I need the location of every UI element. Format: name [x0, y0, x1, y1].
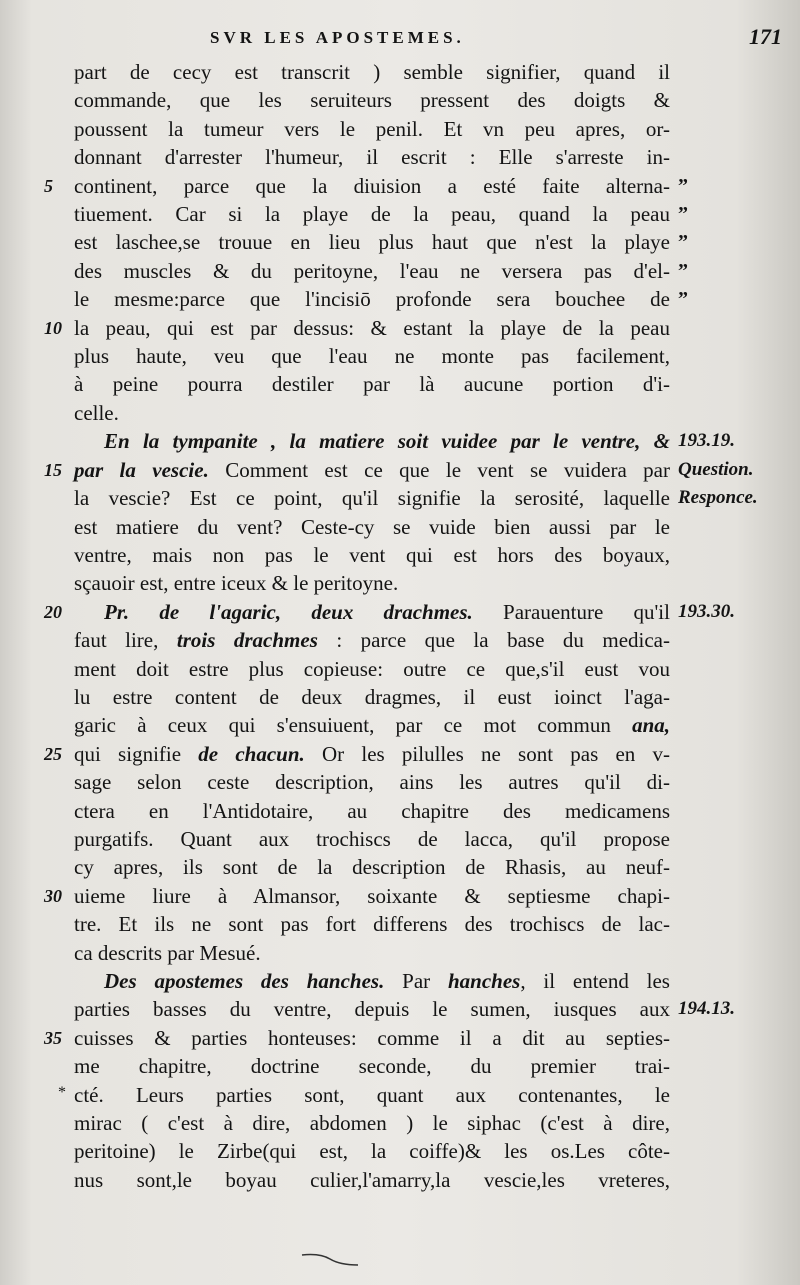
- text-line: [74, 58, 670, 86]
- text-segment: ctera en l'Antidotaire, au chapitre des medicamens: [74, 798, 670, 823]
- text-line: [74, 1137, 670, 1165]
- line-number: 35: [44, 1027, 62, 1048]
- text-segment: uieme liure à Almansor, soixante & septiesme chapi-: [74, 883, 670, 908]
- quotation-mark: ”: [678, 288, 689, 311]
- text-segment: ment doit estre plus copieuse: outre ce que,s'il eust vou: [74, 656, 670, 681]
- text-line: [74, 257, 689, 285]
- text-line: [74, 825, 670, 853]
- text-segment: ca descrits par Mesué.: [74, 940, 261, 965]
- text-line: [44, 314, 670, 342]
- quotation-mark: ”: [678, 174, 689, 197]
- margin-note: 193.30.: [678, 600, 735, 622]
- text-line: [74, 484, 758, 512]
- text-line: [74, 910, 670, 938]
- text-segment: qui signifie: [74, 741, 199, 766]
- quotation-mark: ”: [678, 259, 689, 282]
- text-line: [74, 285, 689, 313]
- italic-text: de chacun.: [198, 741, 305, 766]
- text-segment: cuisses & parties honteuses: comme il a dit au septies-: [74, 1025, 670, 1050]
- text-line: [74, 1109, 670, 1137]
- margin-note: Responce.: [678, 487, 758, 509]
- text-line: [74, 228, 689, 256]
- text-line: [74, 513, 670, 541]
- text-line: [74, 683, 670, 711]
- quotation-mark: ”: [678, 203, 689, 226]
- text-line: [44, 598, 735, 626]
- text-segment: commande, que les seruiteurs pressent des doigts &: [74, 88, 670, 113]
- text-segment: cy apres, ils sont de la description de Rhasis, au neuf-: [74, 855, 670, 880]
- italic-text: ana,: [632, 713, 670, 738]
- text-segment: sçauoir est, entre iceux & le peritoyne.: [74, 571, 399, 596]
- text-segment: mirac ( c'est à dire, abdomen ) le siphac (c'est à dire,: [74, 1111, 670, 1136]
- text-segment: part de cecy est transcrit ) semble signifier, quand il: [74, 60, 670, 84]
- text-line: [74, 86, 670, 114]
- text-segment: plus haute, veu que l'eau ne monte pas facilement,: [74, 344, 670, 369]
- text-line: [74, 711, 670, 739]
- text-segment: ventre, mais non pas le vent qui est hors des boyaux,: [74, 542, 670, 567]
- asterisk-mark: *: [58, 1083, 66, 1101]
- text-segment: est laschee,se trouue en lieu plus haut que n'est la playe: [74, 230, 670, 255]
- text-line: [44, 172, 689, 200]
- text-line: [74, 399, 670, 427]
- text-segment: continent, parce que la diuision a esté faite alterna-: [74, 173, 670, 198]
- line-number: 10: [44, 317, 62, 338]
- margin-note: 193.19.: [678, 430, 735, 452]
- line-number: 20: [44, 601, 62, 622]
- italic-text: hanches: [447, 969, 521, 993]
- text-segment: purgatifs. Quant aux trochiscs de lacca, qu'il propose: [74, 826, 670, 851]
- text-segment: poussent la tumeur vers le penil. Et vn peu apres, or-: [74, 116, 670, 141]
- text-line: [74, 427, 735, 455]
- text-segment: Parauenture qu'il: [472, 599, 670, 624]
- text-segment: , il entend les: [520, 969, 670, 993]
- italic-text: En la tympanite , la matiere soit vuidee par le ventre, &: [104, 429, 670, 454]
- text-line: [74, 370, 670, 398]
- text-segment: cté. Leurs parties sont, quant aux contenantes, le: [74, 1082, 670, 1107]
- text-line: [74, 768, 670, 796]
- text-segment: la peau, qui est par dessus: & estant la playe de la peau: [74, 315, 670, 340]
- text-segment: faut lire,: [74, 628, 177, 653]
- line-number: 5: [44, 175, 53, 196]
- text-segment: la vescie? Est ce point, qu'il signifie la serosité, laquelle: [74, 486, 670, 511]
- body-text: [44, 58, 758, 1194]
- line-number: 25: [44, 743, 62, 764]
- text-line: [74, 626, 670, 654]
- text-segment: Comment est ce que le vent se vuidera par: [208, 457, 671, 482]
- italic-text: Des apostemes des hanches.: [104, 969, 385, 993]
- text-line: [44, 1024, 670, 1052]
- text-segment: parties basses du ventre, depuis le sumen, iusques aux: [74, 997, 670, 1022]
- text-segment: : parce que la base du medica-: [317, 628, 670, 653]
- text-segment: lu estre content de deux dragmes, il eust ioinct l'aga-: [74, 684, 670, 709]
- text-segment: sage selon ceste description, ains les autres qu'il di-: [74, 770, 670, 795]
- text-segment: tiuement. Car si la playe de la peau, quand la peau: [74, 202, 670, 227]
- running-title: SVR LES APOSTEMES.: [210, 28, 465, 47]
- italic-text: par la vescie.: [74, 457, 209, 482]
- text-line: [74, 797, 670, 825]
- text-line: [74, 541, 670, 569]
- text-line: [74, 1166, 670, 1194]
- text-segment: est matiere du vent? Ceste-cy se vuide bien aussi par le: [74, 514, 670, 539]
- text-line: [74, 853, 670, 881]
- italic-text: Pr. de l'agaric, deux drachmes.: [104, 599, 473, 624]
- text-line: [74, 995, 735, 1023]
- text-segment: tre. Et ils ne sont pas fort differens des trochiscs de lac-: [74, 912, 670, 937]
- page-header: [210, 22, 782, 52]
- text-segment: le mesme:parce que l'incisiō profonde sera bouchee de: [74, 287, 670, 312]
- text-line: [74, 655, 670, 683]
- text-line: [44, 882, 670, 910]
- text-segment: Or les pilulles ne sont pas en v-: [304, 741, 671, 766]
- text-line: [74, 1052, 670, 1080]
- text-segment: nus sont,le boyau culier,l'amarry,la vescie,les vreteres,: [74, 1167, 670, 1192]
- text-segment: à peine pourra destiler par là aucune portion d'i-: [74, 372, 670, 397]
- text-line: [74, 200, 689, 228]
- margin-note: 194.13.: [678, 998, 735, 1020]
- text-line: [74, 939, 670, 967]
- text-segment: garic à ceux qui s'ensuiuent, par ce mot commun: [74, 713, 633, 738]
- text-line: [74, 115, 670, 143]
- quotation-mark: ”: [678, 231, 689, 254]
- page-number: 171: [749, 24, 782, 49]
- text-segment: peritoine) le Zirbe(qui est, la coiffe)& les os.Les côte-: [74, 1139, 670, 1164]
- text-segment: me chapitre, doctrine seconde, du premier trai-: [74, 1054, 670, 1079]
- text-line: [74, 967, 670, 995]
- ink-smudge: [300, 1251, 360, 1267]
- text-line: [44, 456, 754, 484]
- line-number: 15: [44, 459, 62, 480]
- text-line: [74, 342, 670, 370]
- text-line: [74, 143, 670, 171]
- text-segment: donnant d'arrester l'humeur, il escrit : Elle s'arreste in-: [74, 145, 670, 170]
- text-line: [58, 1081, 670, 1109]
- text-segment: Par: [384, 969, 448, 993]
- italic-text: trois drachmes: [176, 628, 318, 653]
- text-line: [74, 569, 670, 597]
- margin-note: Question.: [678, 458, 754, 480]
- text-line: [44, 740, 671, 768]
- text-segment: des muscles & du peritoyne, l'eau ne versera pas d'el-: [74, 258, 670, 283]
- line-number: 30: [44, 885, 62, 906]
- text-segment: celle.: [74, 400, 119, 425]
